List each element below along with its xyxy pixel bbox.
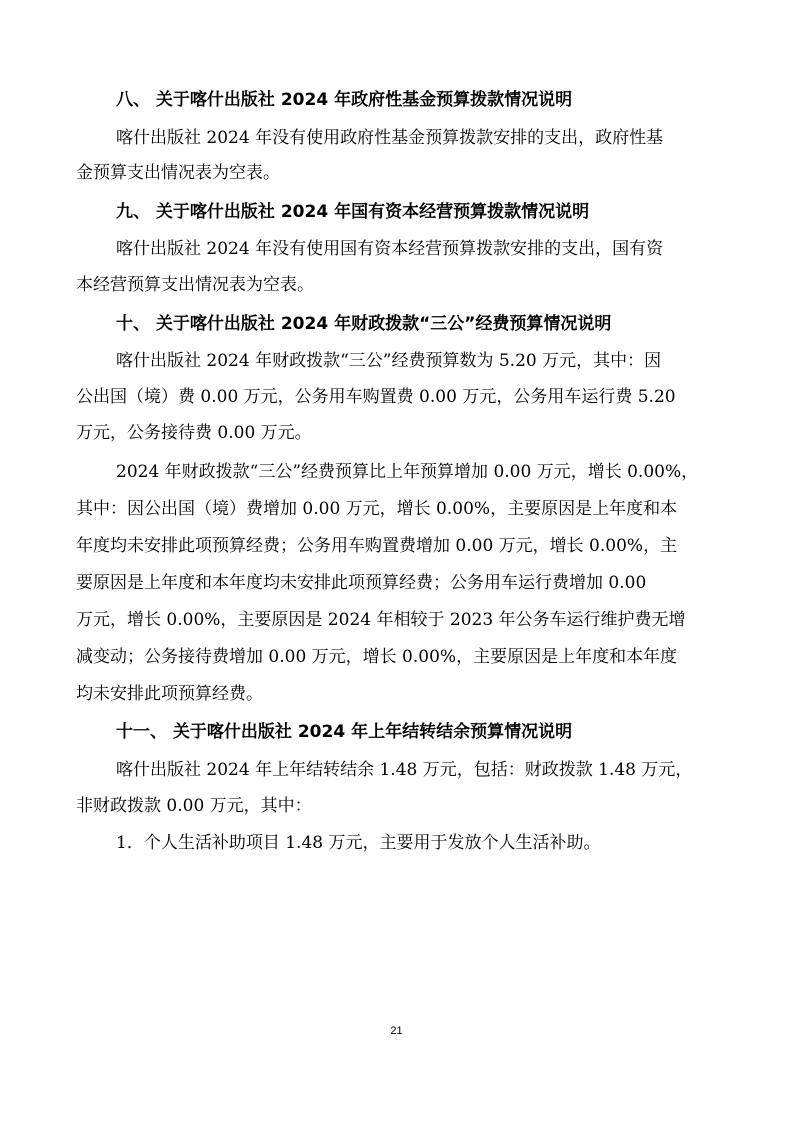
page-number: 21 (390, 1025, 403, 1037)
paragraph-line: 万元，公务接待费 0.00 万元。 (76, 423, 312, 443)
paragraph-line: 其中：因公出国（境）费增加 0.00 万元，增长 0.00%，主要原因是上年度和本 (76, 499, 678, 519)
paragraph-line: 喀什出版社 2024 年没有使用国有资本经营预算拨款安排的支出，国有资 (116, 239, 664, 259)
section-heading-8: 八、 关于喀什出版社 2024 年政府性基金预算拨款情况说明 (116, 90, 573, 110)
paragraph-line: 均未安排此项预算经费。 (76, 684, 263, 704)
paragraph-line: 减变动；公务接待费增加 0.00 万元，增长 0.00%，主要原因是上年度和本年度 (76, 647, 678, 667)
paragraph-line: 2024 年财政拨款“三公”经费预算比上年预算增加 0.00 万元，增长 0.00%， (116, 462, 699, 482)
section-heading-11: 十一、 关于喀什出版社 2024 年上年结转结余预算情况说明 (116, 722, 573, 742)
paragraph-line: 公出国（境）费 0.00 万元，公务用车购置费 0.00 万元，公务用车运行费 5.20 (76, 387, 676, 407)
list-item: 1．个人生活补助项目 1.48 万元，主要用于发放个人生活补助。 (116, 833, 601, 853)
paragraph-line: 非财政拨款 0.00 万元，其中： (76, 796, 312, 816)
paragraph-line: 万元，增长 0.00%，主要原因是 2024 年相较于 2023 年公务车运行维护费无增 (76, 610, 686, 630)
paragraph-line: 金预算支出情况表为空表。 (76, 163, 280, 183)
paragraph-line: 喀什出版社 2024 年没有使用政府性基金预算拨款安排的支出，政府性基 (116, 128, 664, 148)
section-heading-9: 九、 关于喀什出版社 2024 年国有资本经营预算拨款情况说明 (116, 202, 590, 222)
paragraph-line: 本经营预算支出情况表为空表。 (76, 275, 314, 295)
paragraph-line: 喀什出版社 2024 年上年结转结余 1.48 万元，包括：财政拨款 1.48 万元， (116, 760, 693, 780)
paragraph-line: 要原因是上年度和本年度均未安排此项预算经费；公务用车运行费增加 0.00 (76, 573, 647, 593)
paragraph-line: 喀什出版社 2024 年财政拨款“三公”经费预算数为 5.20 万元，其中：因 (116, 351, 662, 371)
paragraph-line: 年度均未安排此项预算经费；公务用车购置费增加 0.00 万元，增长 0.00%，主 (76, 536, 678, 556)
section-heading-10: 十、 关于喀什出版社 2024 年财政拨款“三公”经费预算情况说明 (116, 314, 612, 334)
